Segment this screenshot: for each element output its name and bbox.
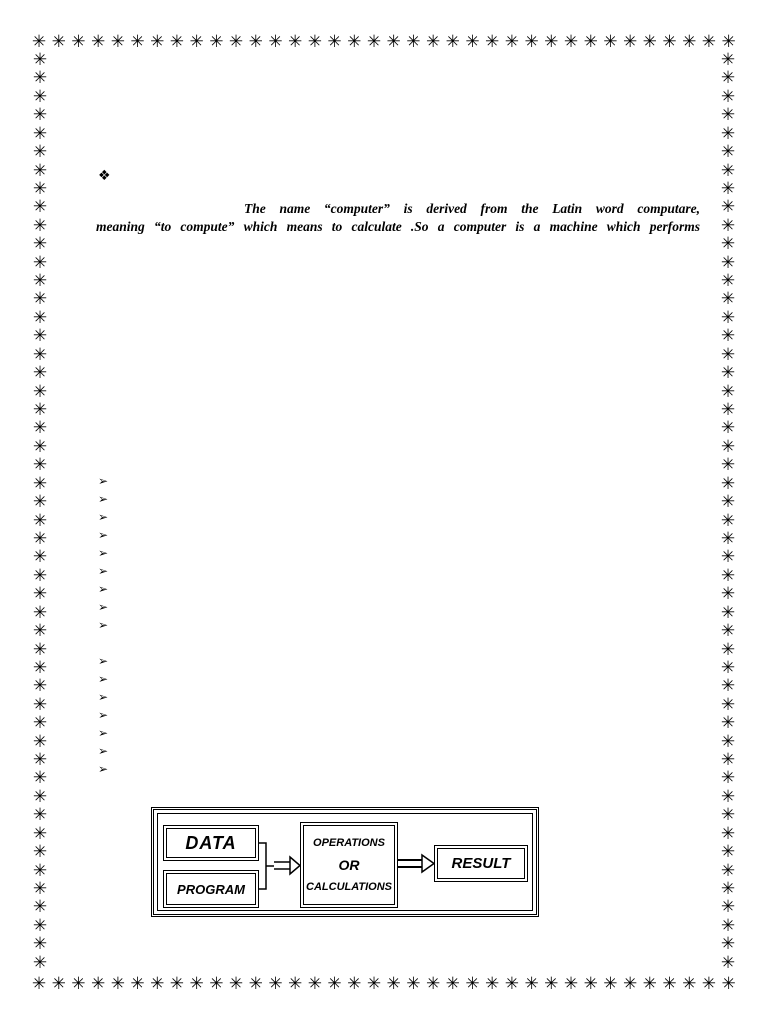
star-icon: ✳ (110, 973, 125, 994)
star-icon: ✳ (720, 510, 736, 531)
star-icon: ✳ (248, 31, 263, 52)
star-icon: ✳ (720, 842, 736, 863)
star-icon: ✳ (32, 68, 48, 89)
star-icon: ✳ (32, 307, 48, 328)
star-border-bottom (30, 974, 738, 994)
star-icon: ✳ (720, 602, 736, 623)
star-icon: ✳ (32, 823, 48, 844)
star-icon: ✳ (682, 973, 697, 994)
star-icon: ✳ (720, 123, 736, 144)
star-icon: ✳ (622, 973, 638, 994)
star-icon: ✳ (169, 973, 185, 994)
star-icon: ✳ (32, 584, 48, 605)
star-icon: ✳ (32, 915, 48, 936)
star-icon: ✳ (90, 973, 106, 994)
star-icon: ✳ (32, 842, 48, 863)
star-icon: ✳ (662, 973, 677, 994)
star-icon: ✳ (32, 289, 48, 310)
star-icon: ✳ (71, 973, 86, 994)
star-icon: ✳ (71, 31, 86, 52)
star-icon: ✳ (32, 197, 48, 218)
star-icon: ✳ (268, 973, 283, 994)
or-label: OR (338, 857, 360, 873)
star-icon: ✳ (32, 492, 48, 513)
star-icon: ✳ (32, 639, 48, 660)
star-icon: ✳ (720, 768, 736, 789)
star-icon: ✳ (32, 50, 48, 70)
star-icon: ✳ (504, 31, 519, 52)
star-icon: ✳ (32, 234, 48, 255)
arrow-bullet-icon: ➢ (98, 654, 109, 668)
star-icon: ✳ (720, 234, 736, 255)
arrow-bullet-icon: ➢ (98, 564, 109, 578)
star-icon: ✳ (209, 973, 224, 994)
star-icon: ✳ (720, 307, 736, 328)
bullet-list-b (98, 652, 108, 778)
star-icon: ✳ (32, 750, 48, 771)
star-border-top (30, 32, 738, 52)
star-icon: ✳ (720, 750, 736, 771)
star-icon: ✳ (32, 676, 48, 697)
star-icon: ✳ (720, 823, 736, 844)
star-icon: ✳ (720, 805, 736, 826)
star-icon: ✳ (544, 973, 559, 994)
star-icon: ✳ (720, 326, 736, 347)
star-icon: ✳ (32, 436, 48, 457)
star-icon: ✳ (169, 31, 185, 52)
arrow-bullet-icon: ➢ (98, 474, 109, 488)
star-icon: ✳ (32, 271, 48, 292)
star-icon: ✳ (504, 973, 519, 994)
star-icon: ✳ (720, 142, 736, 163)
computer-process-diagram (151, 807, 539, 917)
star-icon: ✳ (720, 400, 736, 421)
star-icon: ✳ (228, 31, 244, 52)
star-icon: ✳ (307, 31, 322, 52)
star-icon: ✳ (90, 31, 106, 52)
arrow-bullet-icon: ➢ (98, 600, 109, 614)
star-icon: ✳ (720, 50, 736, 70)
star-icon: ✳ (622, 31, 638, 52)
star-icon: ✳ (32, 547, 48, 568)
star-icon: ✳ (603, 31, 618, 52)
star-icon: ✳ (366, 31, 382, 52)
arrow-bullet-icon: ➢ (98, 690, 109, 704)
star-icon: ✳ (720, 160, 736, 181)
star-icon: ✳ (366, 973, 382, 994)
star-icon: ✳ (32, 215, 48, 236)
star-icon: ✳ (720, 455, 736, 476)
star-icon: ✳ (209, 31, 224, 52)
star-icon: ✳ (130, 31, 145, 52)
diamond-bullet-icon: ❖ (98, 168, 111, 184)
star-icon: ✳ (720, 713, 736, 734)
star-icon: ✳ (110, 31, 125, 52)
star-icon: ✳ (32, 418, 48, 439)
star-icon: ✳ (720, 492, 736, 513)
star-icon: ✳ (32, 952, 48, 973)
star-icon: ✳ (720, 786, 736, 807)
star-icon: ✳ (720, 271, 736, 292)
star-icon: ✳ (307, 973, 322, 994)
star-icon: ✳ (32, 528, 48, 549)
star-icon: ✳ (720, 418, 736, 439)
intro-line-2: meaning “to compute” which means to calculate .So a computer is a machine which performs (96, 218, 700, 234)
star-icon: ✳ (32, 400, 48, 421)
star-icon: ✳ (720, 363, 736, 384)
arrow-bullet-icon: ➢ (98, 492, 109, 506)
star-icon: ✳ (563, 973, 579, 994)
star-icon: ✳ (720, 897, 736, 918)
star-icon: ✳ (682, 31, 697, 52)
star-icon: ✳ (720, 639, 736, 660)
star-icon: ✳ (720, 694, 736, 715)
data-box (163, 825, 259, 861)
star-icon: ✳ (32, 86, 48, 107)
star-icon: ✳ (720, 915, 736, 936)
star-icon: ✳ (386, 973, 401, 994)
star-icon: ✳ (720, 621, 736, 642)
star-icon: ✳ (425, 31, 441, 52)
star-icon: ✳ (642, 31, 657, 52)
star-icon: ✳ (701, 31, 717, 52)
star-icon: ✳ (720, 934, 736, 955)
intro-line-1: The name “computer” is derived from the Latin word computare, (244, 200, 700, 216)
arrow-bullet-icon: ➢ (98, 762, 109, 776)
star-icon: ✳ (445, 973, 460, 994)
star-icon: ✳ (662, 31, 677, 52)
star-icon: ✳ (720, 197, 736, 218)
star-icon: ✳ (32, 621, 48, 642)
star-icon: ✳ (720, 657, 736, 678)
star-icon: ✳ (32, 252, 48, 273)
star-icon: ✳ (720, 878, 736, 899)
star-icon: ✳ (32, 878, 48, 899)
star-icon: ✳ (720, 473, 736, 494)
star-icon: ✳ (720, 252, 736, 273)
intro-paragraph (96, 200, 700, 236)
star-icon: ✳ (32, 178, 48, 199)
star-icon: ✳ (720, 565, 736, 586)
star-icon: ✳ (720, 952, 736, 973)
star-icon: ✳ (485, 973, 500, 994)
star-icon: ✳ (32, 897, 48, 918)
operations-box (300, 822, 398, 908)
program-box (163, 870, 259, 908)
star-icon: ✳ (347, 31, 362, 52)
star-icon: ✳ (425, 973, 441, 994)
star-icon: ✳ (720, 105, 736, 126)
star-icon: ✳ (465, 31, 480, 52)
star-icon: ✳ (701, 973, 717, 994)
star-icon: ✳ (31, 31, 47, 52)
star-icon: ✳ (386, 31, 401, 52)
star-icon: ✳ (720, 436, 736, 457)
star-icon: ✳ (288, 31, 303, 52)
star-icon: ✳ (720, 731, 736, 752)
star-icon: ✳ (150, 31, 165, 52)
arrow-bullet-icon: ➢ (98, 672, 109, 686)
star-icon: ✳ (130, 973, 145, 994)
program-label: PROGRAM (177, 881, 245, 897)
star-icon: ✳ (721, 31, 736, 52)
star-icon: ✳ (720, 344, 736, 365)
star-icon: ✳ (228, 973, 244, 994)
star-icon: ✳ (406, 973, 421, 994)
star-icon: ✳ (563, 31, 579, 52)
star-icon: ✳ (720, 528, 736, 549)
star-icon: ✳ (347, 973, 362, 994)
data-label: DATA (185, 832, 237, 853)
star-icon: ✳ (524, 973, 539, 994)
star-icon: ✳ (248, 973, 263, 994)
star-icon: ✳ (465, 973, 480, 994)
star-icon: ✳ (720, 289, 736, 310)
star-icon: ✳ (327, 31, 342, 52)
star-icon: ✳ (32, 473, 48, 494)
star-icon: ✳ (51, 31, 66, 52)
star-border-right (718, 52, 738, 972)
star-icon: ✳ (603, 973, 618, 994)
result-label: RESULT (451, 855, 511, 872)
arrow-bullet-icon: ➢ (98, 510, 109, 524)
star-icon: ✳ (32, 123, 48, 144)
star-icon: ✳ (720, 860, 736, 881)
star-icon: ✳ (32, 860, 48, 881)
star-icon: ✳ (288, 973, 303, 994)
double-arrow-icon (398, 855, 434, 872)
star-icon: ✳ (544, 31, 559, 52)
star-icon: ✳ (32, 510, 48, 531)
star-icon: ✳ (32, 142, 48, 163)
star-icon: ✳ (189, 973, 204, 994)
arrow-bullet-icon: ➢ (98, 726, 109, 740)
star-icon: ✳ (32, 565, 48, 586)
star-icon: ✳ (31, 973, 47, 994)
star-border-left (30, 52, 50, 972)
star-icon: ✳ (720, 68, 736, 89)
star-icon: ✳ (32, 344, 48, 365)
bullet-list-a (98, 472, 108, 634)
star-icon: ✳ (32, 786, 48, 807)
arrow-bullet-icon: ➢ (98, 582, 109, 596)
star-icon: ✳ (32, 381, 48, 402)
star-icon: ✳ (32, 805, 48, 826)
arrow-bullet-icon: ➢ (98, 708, 109, 722)
result-box (434, 845, 528, 882)
star-icon: ✳ (720, 584, 736, 605)
star-icon: ✳ (32, 160, 48, 181)
star-icon: ✳ (32, 326, 48, 347)
star-icon: ✳ (720, 676, 736, 697)
star-icon: ✳ (32, 105, 48, 126)
star-icon: ✳ (32, 363, 48, 384)
star-icon: ✳ (189, 31, 204, 52)
star-icon: ✳ (32, 768, 48, 789)
star-icon: ✳ (327, 973, 342, 994)
star-icon: ✳ (485, 31, 500, 52)
star-icon: ✳ (721, 973, 736, 994)
star-icon: ✳ (32, 731, 48, 752)
operations-label: OPERATIONS (313, 837, 385, 849)
star-icon: ✳ (720, 547, 736, 568)
arrow-bullet-icon: ➢ (98, 546, 109, 560)
star-icon: ✳ (720, 215, 736, 236)
star-icon: ✳ (720, 178, 736, 199)
double-arrow-icon (274, 857, 300, 874)
arrow-bullet-icon: ➢ (98, 618, 109, 632)
star-icon: ✳ (583, 973, 598, 994)
star-icon: ✳ (268, 31, 283, 52)
star-icon: ✳ (32, 694, 48, 715)
star-icon: ✳ (406, 31, 421, 52)
star-icon: ✳ (32, 934, 48, 955)
star-icon: ✳ (445, 31, 460, 52)
star-icon: ✳ (32, 602, 48, 623)
star-icon: ✳ (32, 455, 48, 476)
star-icon: ✳ (583, 31, 598, 52)
star-icon: ✳ (720, 86, 736, 107)
arrow-bullet-icon: ➢ (98, 744, 109, 758)
input-bracket (259, 843, 274, 889)
arrow-bullet-icon: ➢ (98, 528, 109, 542)
calculations-label: CALCULATIONS (306, 881, 392, 893)
star-icon: ✳ (720, 381, 736, 402)
star-icon: ✳ (32, 657, 48, 678)
star-icon: ✳ (642, 973, 657, 994)
star-icon: ✳ (524, 31, 539, 52)
star-icon: ✳ (32, 713, 48, 734)
star-icon: ✳ (51, 973, 66, 994)
star-icon: ✳ (150, 973, 165, 994)
